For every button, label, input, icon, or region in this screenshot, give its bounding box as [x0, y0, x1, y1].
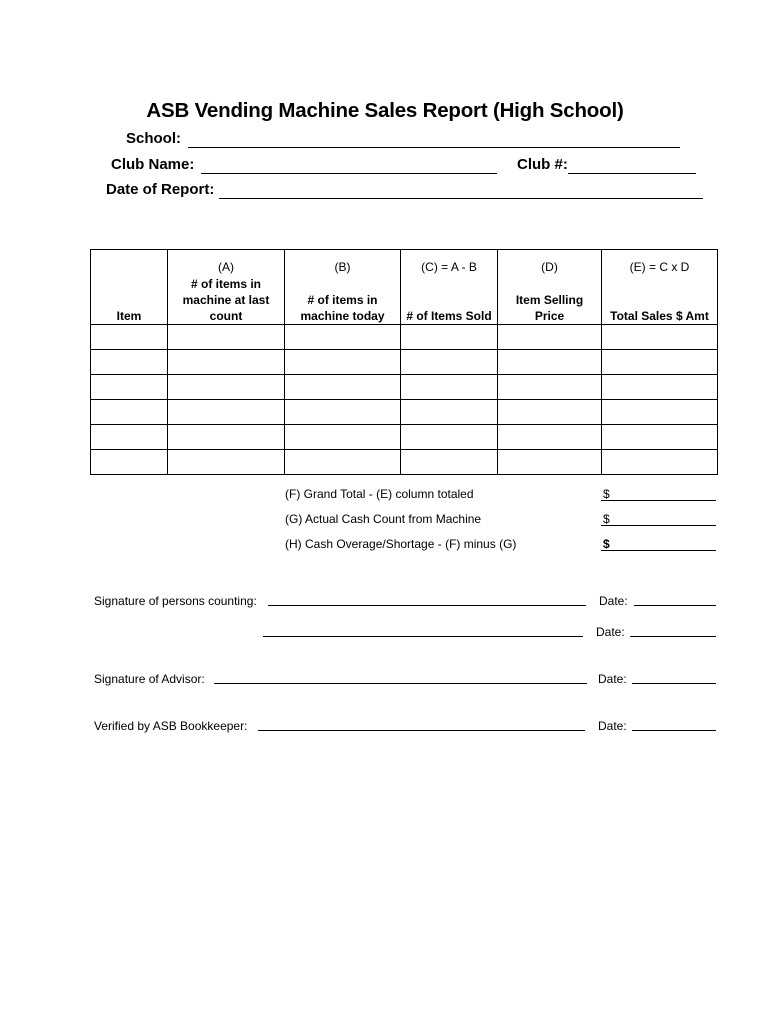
- cash-count-label: (G) Actual Cash Count from Machine: [285, 512, 482, 526]
- table-cell[interactable]: [91, 350, 168, 375]
- table-cell[interactable]: [285, 375, 401, 400]
- table-cell[interactable]: [401, 325, 498, 350]
- col-header-total-sales: Total Sales $ Amt: [602, 275, 718, 325]
- table-cell[interactable]: [498, 375, 602, 400]
- bookkeeper-label: Verified by ASB Bookkeeper:: [94, 719, 248, 733]
- table-cell[interactable]: [168, 425, 285, 450]
- table-cell[interactable]: [401, 400, 498, 425]
- overage-shortage-dollar: $: [603, 537, 610, 551]
- overage-shortage-field[interactable]: [601, 550, 716, 551]
- table-cell[interactable]: [91, 325, 168, 350]
- overage-shortage-label: (H) Cash Overage/Shortage - (F) minus (G): [285, 537, 517, 551]
- club-number-label: Club #:: [517, 156, 568, 173]
- table-cell[interactable]: [285, 325, 401, 350]
- table-row: [91, 425, 718, 450]
- table-cell[interactable]: [285, 450, 401, 475]
- cash-count-dollar: $: [603, 512, 610, 526]
- table-cell[interactable]: [285, 350, 401, 375]
- table-cell[interactable]: [602, 350, 718, 375]
- cash-count-field[interactable]: [601, 525, 716, 526]
- table-row: [91, 450, 718, 475]
- table-row: [91, 400, 718, 425]
- date-of-report-label: Date of Report:: [106, 181, 215, 198]
- counting-signature-field-2[interactable]: [263, 636, 583, 637]
- table-cell[interactable]: [602, 450, 718, 475]
- table-cell[interactable]: [91, 425, 168, 450]
- bookkeeper-date-label: Date:: [598, 719, 627, 733]
- bookkeeper-date-field[interactable]: [632, 730, 716, 731]
- table-cell[interactable]: [91, 450, 168, 475]
- counting-date-label-2: Date:: [596, 625, 625, 639]
- col-header-item: Item: [91, 275, 168, 325]
- club-name-field[interactable]: [201, 173, 497, 174]
- col-header-items-last-count: # of items in machine at last count: [168, 275, 285, 325]
- col-header-selling-price: Item Selling Price: [498, 275, 602, 325]
- sales-table: [90, 249, 718, 475]
- counting-date-field-1[interactable]: [634, 605, 716, 606]
- advisor-signature-field[interactable]: [214, 683, 587, 684]
- school-label: School:: [126, 130, 181, 147]
- col-header-items-today: # of items in machine today: [285, 275, 401, 325]
- date-of-report-field[interactable]: [219, 198, 703, 199]
- club-number-field[interactable]: [568, 173, 696, 174]
- report-title: ASB Vending Machine Sales Report (High School): [146, 99, 624, 122]
- table-cell[interactable]: [498, 425, 602, 450]
- table-cell[interactable]: [168, 325, 285, 350]
- club-name-label: Club Name:: [111, 156, 195, 173]
- col-code-e: (E) = C x D: [602, 250, 718, 276]
- table-cell[interactable]: [401, 425, 498, 450]
- table-cell[interactable]: [498, 450, 602, 475]
- table-cell[interactable]: [285, 400, 401, 425]
- bookkeeper-signature-field[interactable]: [258, 730, 585, 731]
- table-cell[interactable]: [168, 400, 285, 425]
- table-cell[interactable]: [602, 325, 718, 350]
- table-body: [91, 325, 718, 475]
- col-code-c: (C) = A - B: [401, 250, 498, 276]
- table-cell[interactable]: [498, 325, 602, 350]
- table-cell[interactable]: [91, 375, 168, 400]
- table-row: [91, 325, 718, 350]
- table-cell[interactable]: [168, 350, 285, 375]
- column-code-row: [91, 250, 718, 276]
- table-cell[interactable]: [401, 450, 498, 475]
- table-cell[interactable]: [602, 400, 718, 425]
- col-header-items-sold: # of Items Sold: [401, 275, 498, 325]
- school-field[interactable]: [188, 147, 680, 148]
- table-row: [91, 350, 718, 375]
- grand-total-label: (F) Grand Total - (E) column totaled: [285, 487, 474, 501]
- grand-total-field[interactable]: [601, 500, 716, 501]
- table-cell[interactable]: [498, 400, 602, 425]
- table-cell[interactable]: [401, 350, 498, 375]
- table-cell[interactable]: [168, 450, 285, 475]
- table-cell[interactable]: [498, 350, 602, 375]
- table-row: [91, 375, 718, 400]
- table-cell[interactable]: [91, 400, 168, 425]
- table-cell[interactable]: [285, 425, 401, 450]
- grand-total-dollar: $: [603, 487, 610, 501]
- table-cell[interactable]: [602, 425, 718, 450]
- counting-signature-field-1[interactable]: [268, 605, 586, 606]
- advisor-signature-label: Signature of Advisor:: [94, 672, 205, 686]
- advisor-date-label: Date:: [598, 672, 627, 686]
- col-code-b: (B): [285, 250, 401, 276]
- table-cell[interactable]: [602, 375, 718, 400]
- advisor-date-field[interactable]: [632, 683, 716, 684]
- table-cell[interactable]: [168, 375, 285, 400]
- counting-date-label-1: Date:: [599, 594, 628, 608]
- counting-date-field-2[interactable]: [630, 636, 716, 637]
- col-code-d: (D): [498, 250, 602, 276]
- counting-signature-label: Signature of persons counting:: [94, 594, 257, 608]
- col-code-a: (A): [168, 250, 285, 276]
- column-header-row: [91, 275, 718, 325]
- table-cell[interactable]: [401, 375, 498, 400]
- col-code-item: [91, 250, 168, 276]
